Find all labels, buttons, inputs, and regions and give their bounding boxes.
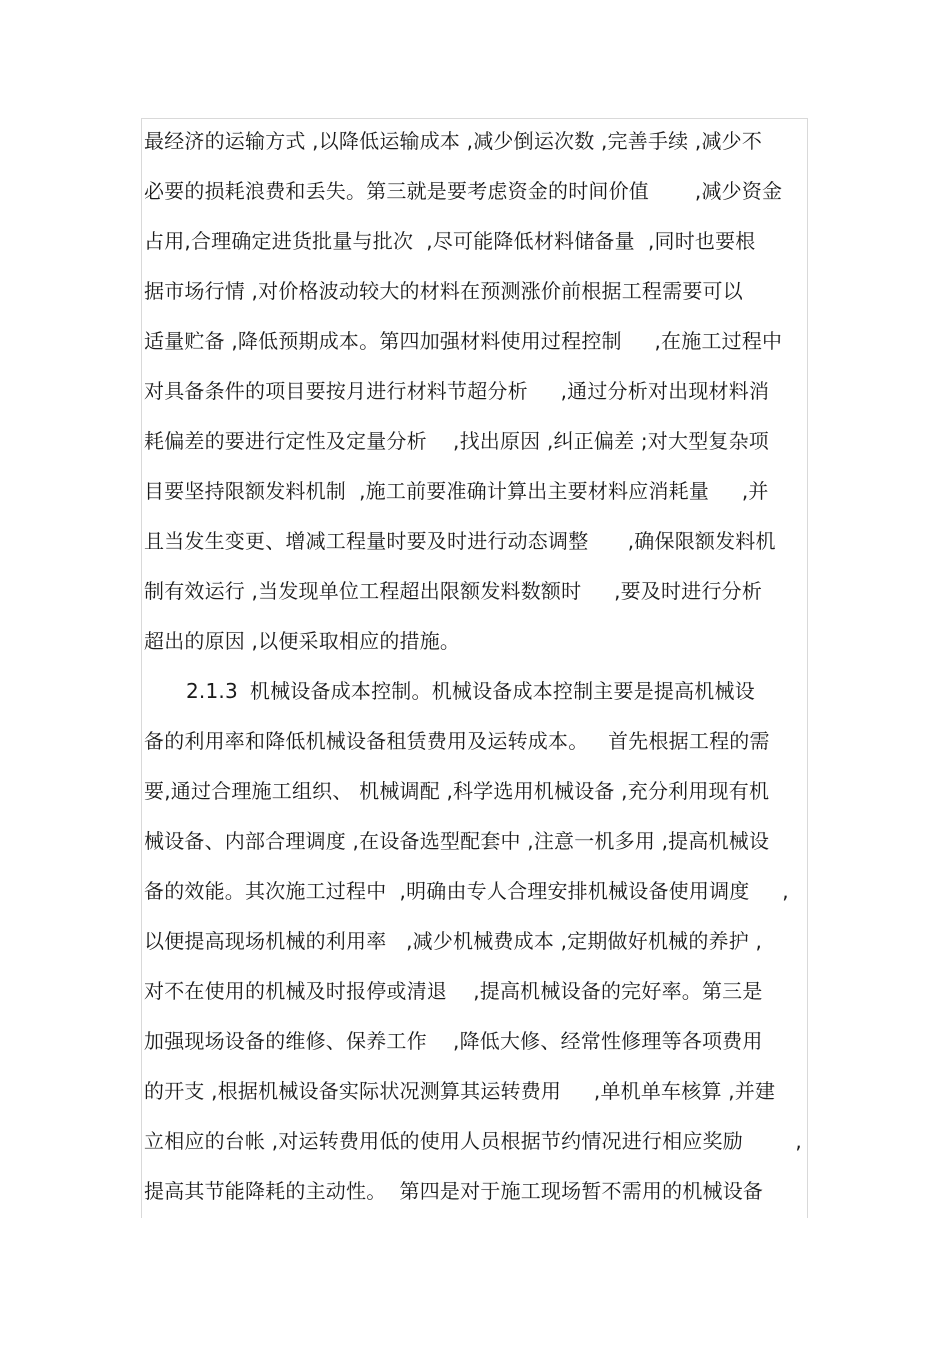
text-line: 械设备、内部合理调度 ,在设备选型配套中 ,注意一机多用 ,提高机械设	[144, 829, 770, 853]
text-line: 备的利用率和降低机械设备租赁费用及运转成本。 首先根据工程的需	[144, 729, 770, 753]
text-line: 目要坚持限额发料机制 ,施工前要准确计算出主要材料应消耗量 ,并	[144, 479, 769, 503]
text-line: 耗偏差的要进行定性及定量分析 ,找出原因 ,纠正偏差 ;对大型复杂项	[144, 429, 769, 453]
text-line: 对不在使用的机械及时报停或清退 ,提高机械设备的完好率。第三是	[144, 979, 763, 1003]
text-line: 立相应的台帐 ,对运转费用低的使用人员根据节约情况进行相应奖励 ,	[144, 1129, 802, 1153]
text-line: 超出的原因 ,以便采取相应的措施。	[144, 629, 461, 653]
text-line: 适量贮备 ,降低预期成本。第四加强材料使用过程控制 ,在施工过程中	[144, 329, 783, 353]
section-number: 2.1.3	[186, 679, 238, 703]
text-line: 据市场行情 ,对价格波动较大的材料在预测涨价前根据工程需要可以	[144, 279, 743, 303]
text-line: 必要的损耗浪费和丢失。第三就是要考虑资金的时间价值 ,减少资金	[144, 179, 783, 203]
text-line: 最经济的运输方式 ,以降低运输成本 ,减少倒运次数 ,完善手续 ,减少不	[144, 129, 763, 153]
text-line: 加强现场设备的维修、保养工作 ,降低大修、经常性修理等各项费用	[144, 1029, 763, 1053]
text-line: 对具备条件的项目要按月进行材料节超分析 ,通过分析对出现材料消	[144, 379, 770, 403]
text-line: 的开支 ,根据机械设备实际状况测算其运转费用 ,单机单车核算 ,并建	[144, 1079, 776, 1103]
section-heading-line	[186, 679, 755, 703]
section-first-line: 机械设备成本控制。机械设备成本控制主要是提高机械设	[249, 679, 755, 703]
text-line: 且当发生变更、增减工程量时要及时进行动态调整 ,确保限额发料机	[144, 529, 776, 553]
text-line: 以便提高现场机械的利用率 ,减少机械费成本 ,定期做好机械的养护 ,	[144, 929, 763, 953]
text-line: 要,通过合理施工组织、 机械调配 ,科学选用机械设备 ,充分利用现有机	[144, 779, 770, 803]
text-line: 制有效运行 ,当发现单位工程超出限额发料数额时 ,要及时进行分析	[144, 579, 763, 603]
text-line: 提高其节能降耗的主动性。 第四是对于施工现场暂不需用的机械设备	[144, 1179, 764, 1203]
text-line: 占用,合理确定进货批量与批次 ,尽可能降低材料储备量 ,同时也要根	[144, 229, 756, 253]
text-line: 备的效能。其次施工过程中 ,明确由专人合理安排机械设备使用调度 ,	[144, 879, 789, 903]
